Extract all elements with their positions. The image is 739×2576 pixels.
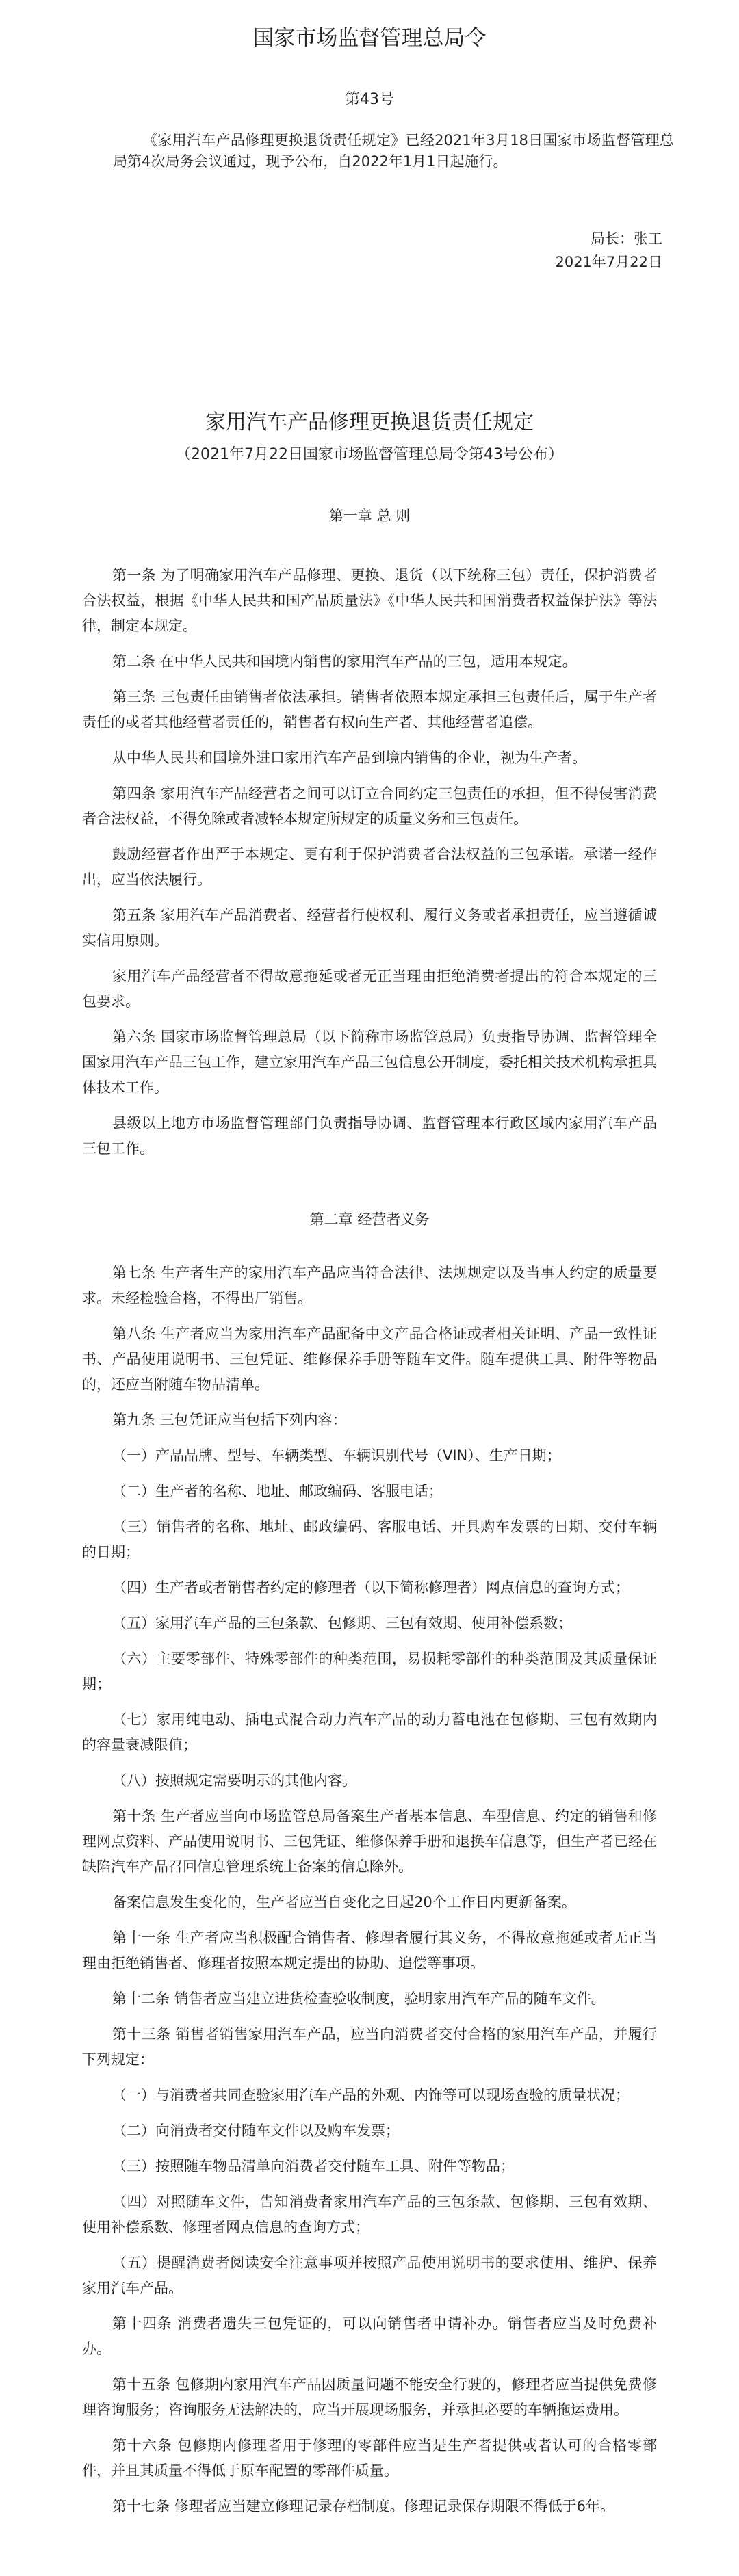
article-paragraph: 第四条 家用汽车产品经营者之间可以订立合同约定三包责任的承担，但不得侵害消费者合法权益，不得免除或者减轻本规定所规定的质量义务和三包责任。 xyxy=(82,785,657,827)
article-paragraph: 从中华人民共和国境外进口家用汽车产品到境内销售的企业，视为生产者。 xyxy=(112,750,586,766)
article-paragraph: （一）产品品牌、型号、车辆类型、车辆识别代号（VIN）、生产日期； xyxy=(112,1447,561,1464)
chapter-1-body xyxy=(82,563,657,1172)
article-paragraph: （一）与消费者共同查验家用汽车产品的外观、内饰等可以现场查验的质量状况； xyxy=(112,2087,630,2103)
article-paragraph: 第一条 为了明确家用汽车产品修理、更换、退货（以下统称三包）责任，保护消费者合法权益，根据《中华人民共和国产品质量法》《中华人民共和国消费者权益保护法》等法律，制定本规定。 xyxy=(82,567,657,634)
chapter-2-title: 第二章 经营者义务 xyxy=(309,1211,430,1228)
article-paragraph: （三）按照随车物品清单向消费者交付随车工具、附件等物品； xyxy=(112,2158,515,2174)
article-paragraph: （七）家用纯电动、插电式混合动力汽车产品的动力蓄电池在包修期、三包有效期内的容量衰减限值； xyxy=(82,1711,657,1753)
article-paragraph: 第十二条 销售者应当建立进货检查验收制度，验明家用汽车产品的随车文件。 xyxy=(112,1990,606,2007)
chapter-2-body xyxy=(82,1261,657,2529)
article-paragraph: 第三条 三包责任由销售者依法承担。销售者依照本规定承担三包责任后，属于生产者责任的或者其他经营者责任的，销售者有权向生产者、其他经营者追偿。 xyxy=(82,689,657,731)
article-paragraph: 第十四条 消费者遗失三包凭证的，可以向销售者申请补办。销售者应当及时免费补办。 xyxy=(82,2315,657,2357)
article-paragraph: 第十三条 销售者销售家用汽车产品，应当向消费者交付合格的家用汽车产品，并履行下列规定： xyxy=(82,2026,658,2068)
article-paragraph: 第十五条 包修期内家用汽车产品因质量问题不能安全行驶的，修理者应当提供免费修理咨询服务；咨询服务无法解决的，应当开展现场服务，并承担必要的车辆拖运费用。 xyxy=(82,2376,658,2418)
article-paragraph: （二）生产者的名称、地址、邮政编码、客服电话； xyxy=(112,1483,443,1499)
article-paragraph: 第十条 生产者应当向市场监管总局备案生产者基本信息、车型信息、约定的销售和修理网点资料、产品使用说明书、三包凭证、维修保养手册和退换车信息等，但生产者已经在缺陷汽车产品召回信息管理系统上备案的信息除外。 xyxy=(82,1808,657,1875)
article-paragraph: （三）销售者的名称、地址、邮政编码、客服电话、开具购车发票的日期、交付车辆的日期； xyxy=(82,1519,657,1560)
regulation-subtitle: （2021年7月22日国家市场监督管理总局令第43号公布） xyxy=(176,446,563,463)
article-paragraph: 第九条 三包凭证应当包括下列内容： xyxy=(112,1412,347,1428)
article-paragraph: （六）主要零部件、特殊零部件的种类范围，易损耗零部件的种类范围及其质量保证期； xyxy=(82,1651,657,1692)
article-paragraph: 第八条 生产者应当为家用汽车产品配备中文产品合格证或者相关证明、产品一致性证书、产品使用说明书、三包凭证、维修保养手册等随车文件。随车提供工具、附件等物品的，还应当附随车物品清单。 xyxy=(82,1326,657,1393)
article-paragraph: 第二条 在中华人民共和国境内销售的家用汽车产品的三包，适用本规定。 xyxy=(112,653,577,670)
article-paragraph: （四）对照随车文件，告知消费者家用汽车产品的三包条款、包修期、三包有效期、使用补偿系数、修理者网点信息的查询方式； xyxy=(82,2194,657,2235)
article-paragraph: 第十一条 生产者应当积极配合销售者、修理者履行其义务，不得故意拖延或者无正当理由拒绝销售者、修理者按照本规定提出的协助、追偿等事项。 xyxy=(82,1930,658,1971)
article-paragraph: 第十六条 包修期内修理者用于修理的零部件应当是生产者提供或者认可的合格零部件，并且其质量不得低于原车配置的零部件质量。 xyxy=(82,2437,657,2479)
announcement-text: 《家用汽车产品修理更换退货责任规定》已经2021年3月18日国家市场监督管理总局第4次局务会议通过，现予公布，自2022年1月1日起施行。 xyxy=(113,132,674,170)
article-paragraph: 备案信息发生变化的，生产者应当自变化之日起20个工作日内更新备案。 xyxy=(112,1894,576,1910)
article-paragraph: 县级以上地方市场监督管理部门负责指导协调、监督管理本行政区域内家用汽车产品三包工作。 xyxy=(82,1115,657,1157)
article-paragraph: 第五条 家用汽车产品消费者、经营者行使权利、履行义务或者承担责任，应当遵循诚实信用原则。 xyxy=(82,907,657,949)
order-number: 第43号 xyxy=(345,91,394,108)
signatory: 局长：张工 xyxy=(591,231,662,247)
article-paragraph: （八）按照规定需要明示的其他内容。 xyxy=(112,1772,356,1789)
order-issuer-title: 国家市场监督管理总局令 xyxy=(252,26,487,51)
article-paragraph: （五）家用汽车产品的三包条款、包修期、三包有效期、使用补偿系数； xyxy=(112,1615,572,1631)
article-paragraph: （二）向消费者交付随车文件以及购车发票； xyxy=(112,2122,400,2139)
article-paragraph: 家用汽车产品经营者不得故意拖延或者无正当理由拒绝消费者提出的符合本规定的三包要求。 xyxy=(82,968,657,1010)
article-paragraph: 第七条 生产者生产的家用汽车产品应当符合法律、法规规定以及当事人约定的质量要求。未经检验合格，不得出厂销售。 xyxy=(82,1265,657,1306)
chapter-1-title: 第一章 总 则 xyxy=(328,508,411,524)
regulation-title: 家用汽车产品修理更换退货责任规定 xyxy=(205,410,534,434)
article-paragraph: 第六条 国家市场监督管理总局（以下简称市场监管总局）负责指导协调、监督管理全国家用汽车产品三包工作，建立家用汽车产品三包信息公开制度，委托相关技术机构承担具体技术工作。 xyxy=(82,1029,657,1096)
signing-date: 2021年7月22日 xyxy=(555,254,662,270)
article-paragraph: （五）提醒消费者阅读安全注意事项并按照产品使用说明书的要求使用、维护、保养家用汽车产品。 xyxy=(82,2255,657,2296)
article-paragraph: 第十七条 修理者应当建立修理记录存档制度。修理记录保存期限不得低于6年。 xyxy=(112,2498,615,2514)
article-paragraph: （四）生产者或者销售者约定的修理者（以下简称修理者）网点信息的查询方式； xyxy=(112,1579,630,1596)
article-paragraph: 鼓励经营者作出严于本规定、更有利于保护消费者合法权益的三包承诺。承诺一经作出，应当依法履行。 xyxy=(82,846,657,888)
